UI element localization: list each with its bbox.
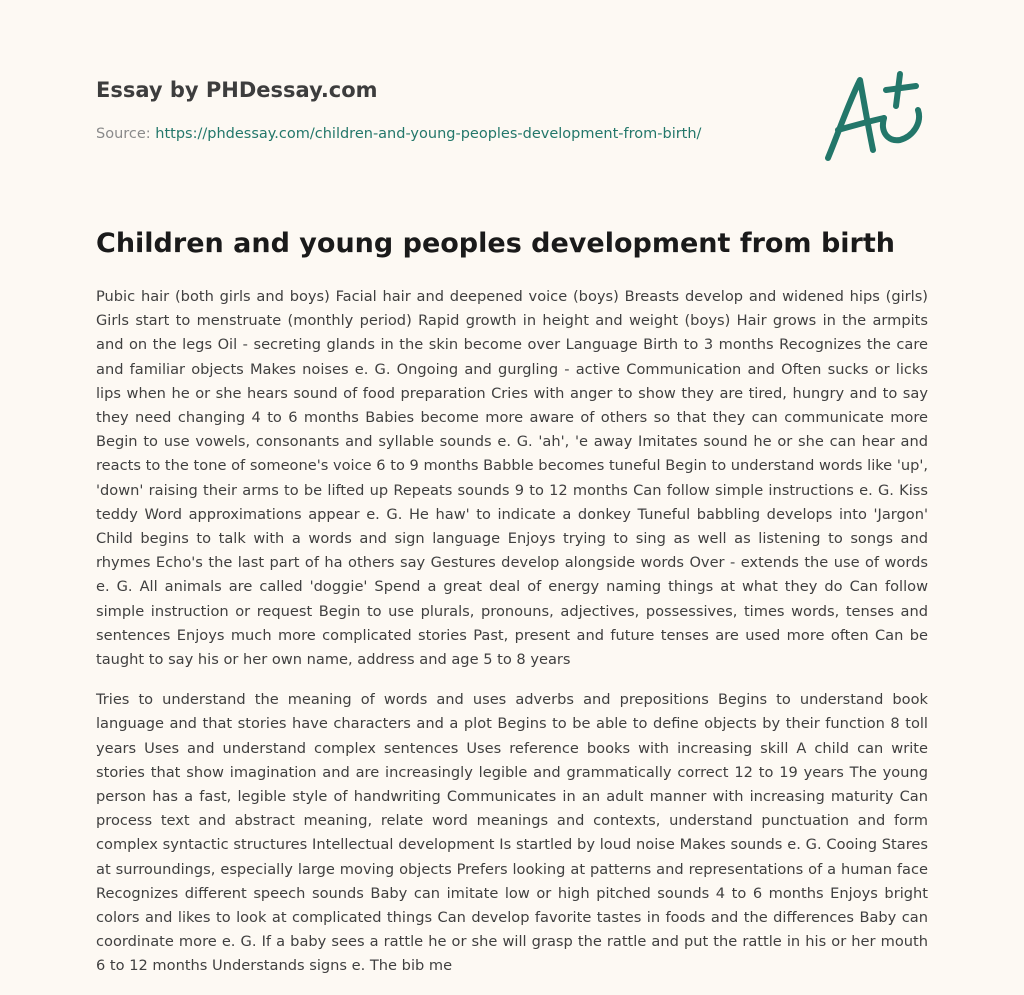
- source-link[interactable]: https://phdessay.com/children-and-young-peoples-development-from-birth/: [155, 126, 702, 142]
- essay-title: Children and young peoples development from birth: [96, 228, 895, 259]
- a-plus-logo-icon: [818, 66, 930, 164]
- essay-paragraph: Pubic hair (both girls and boys) Facial hair and deepened voice (boys) Breasts develop and widened hips (girls) Girls start to menstruate (monthly period) Rapid growth in height and weight (boys) Hair grows in the armpits and on the legs Oil - secreting glands in the skin become over Language Birth to 3 months Recognizes the care and familiar objects Makes noises e. G. Ongoing and gurgling - active Communication and Often sucks or licks lips when he or she hears sound of food preparation Cries with anger to show they are tired, hungry and to say they need changing 4 to 6 months Babies become more aware of others so that they can communicate more Begin to use vowels, consonants and syllable sounds e. G. 'ah', 'e away Imitates sound he or she can hear and reacts to the tone of someone's voice 6 to 9 months Babble becomes tuneful Begin to understand words like 'up', 'down' raising their arms to be lifted up Repeats sounds 9 to 12 months Can follow simple instructions e. G. Kiss teddy Word approximations appear e. G. He haw' to indicate a donkey Tuneful babbling develops into 'Jargon' Child begins to talk with a words and sign language Enjoys trying to sing as well as listening to songs and rhymes Echo's the last part of ha others say Gestures develop alongside words Over - extends the use of words e. G. All animals are called 'doggie' Spend a great deal of energy naming things at what they do Can follow simple instruction or request Begin to use plurals, pronouns, adjectives, possessives, times words, tenses and sentences Enjoys much more complicated stories Past, present and future tenses are used more often Can be taught to say his or her own name, address and age 5 to 8 years: [96, 288, 928, 669]
- site-header: [96, 76, 796, 144]
- source-label: Source:: [96, 126, 151, 142]
- essay-body: [96, 285, 928, 995]
- brand-title: Essay by PHDessay.com: [96, 78, 378, 102]
- source-line: [96, 124, 796, 144]
- essay-paragraph: Tries to understand the meaning of words and uses adverbs and prepositions Begins to understand book language and that stories have characters and a plot Begins to be able to define objects by their function 8 toll years Uses and understand complex sentences Uses reference books with increasing skill A child can write stories that show imagination and are increasingly legible and grammatically correct 12 to 19 years The young person has a fast, legible style of handwriting Communicates in an adult manner with increasing maturity Can process text and abstract meaning, relate word meanings and contexts, understand punctuation and form complex syntactic structures Intellectual development Is startled by loud noise Makes sounds e. G. Cooing Stares at surroundings, especially large moving objects Prefers looking at patterns and representations of a human face Recognizes different speech sounds Baby can imitate low or high pitched sounds 4 to 6 months Enjoys bright colors and likes to look at complicated things Can develop favorite tastes in foods and the differences Baby can coordinate more e. G. If a baby sees a rattle he or she will grasp the rattle and put the rattle in his or her mouth 6 to 12 months Understands signs e. The bib me: [96, 691, 928, 975]
